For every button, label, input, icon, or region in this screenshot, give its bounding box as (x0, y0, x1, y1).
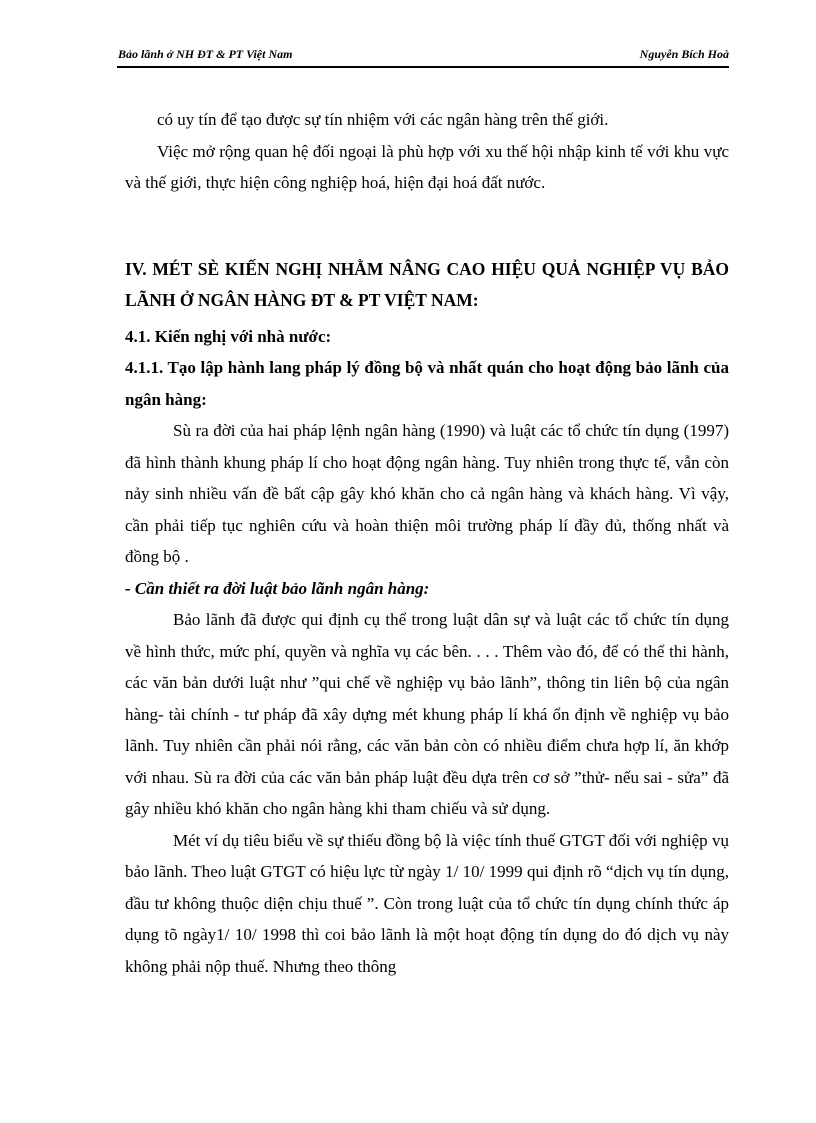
subheading-bao-lanh-law: - Cần thiết ra đời luật bảo lãnh ngân hàng: (125, 578, 430, 598)
running-header (117, 44, 729, 68)
heading-4-1: 4.1. Kiến nghị với nhà nước: (125, 326, 332, 346)
heading-4-1-1: 4.1.1. Tạo lập hành lang pháp lý đồng bộ và nhất quán cho hoạt động bảo lãnh của ngân hàng: (125, 358, 729, 409)
paragraph-1: có uy tín để tạo được sự tín nhiệm với các ngân hàng trên thế giới. (157, 110, 609, 129)
paragraph-3: Sù ra đời của hai pháp lệnh ngân hàng (1990) và luật các tổ chức tín dụng (1997) đã hình thành khung pháp lí cho hoạt động ngân hàng. Tuy nhiên trong thực tế, vẫn còn nảy sinh nhiều vấn đề bất cập gây khó khăn cho cả ngân hàng và khách hàng. Vì vậy, cần phải tiếp tục nghiên cứu và hoàn thiện môi trường pháp lí đầy đủ, thống nhất và đồng bộ . (125, 421, 729, 566)
section-heading-iv: IV. MÉT SÈ KIẾN NGHỊ NHẰM NÂNG CAO HIỆU QUẢ NGHIỆP VỤ BẢO LÃNH Ở NGÂN HÀNG ĐT & PT VIỆT NAM: (125, 258, 729, 310)
page-body (125, 104, 729, 982)
header-title: Bảo lãnh ở NH ĐT & PT Việt Nam (118, 47, 293, 61)
paragraph-5: Mét ví dụ tiêu biểu về sự thiếu đồng bộ là việc tính thuế GTGT đối với nghiệp vụ bảo lãnh. Theo luật GTGT có hiệu lực từ ngày 1/ 10/ 1999 qui định rõ “dịch vụ tín dụng, đầu tư không thuộc diện chịu thuế ”. Còn trong luật của tổ chức tín dụng chính thức áp dụng tõ ngày1/ 10/ 1998 thì coi bảo lãnh là một hoạt động tín dụng do đó dịch vụ này không phải nộp thuế. Nhưng theo thông (125, 830, 729, 976)
paragraph-4: Bảo lãnh đã được qui định cụ thể trong luật dân sự và luật các tổ chức tín dụng về hình thức, mức phí, quyền và nghĩa vụ các bên. . . . Thêm vào đó, để có thể thi hành, các văn bản dưới luật như ”qui chế về nghiệp vụ bảo lãnh”, thông tin liên bộ của ngân hàng- tài chính - tư pháp đã xây dựng mét khung pháp lí khá ổn định về nghiệp vụ bảo lãnh. Tuy nhiên cần phải nói rằng, các văn bản còn có nhiều điểm chưa hợp lí, ăn khớp với nhau. Sù ra đời của các văn bản pháp luật đều dựa trên cơ sở ”thử- nếu sai - sửa” đã gây nhiều khó khăn cho ngân hàng khi tham chiếu và sử dụng. (125, 610, 729, 818)
paragraph-2: Việc mở rộng quan hệ đối ngoại là phù hợp với xu thế hội nhập kinh tế với khu vực và thế giới, thực hiện công nghiệp hoá, hiện đại hoá đất nước. (125, 141, 729, 192)
header-author: Nguyễn Bích Hoà (639, 47, 729, 61)
